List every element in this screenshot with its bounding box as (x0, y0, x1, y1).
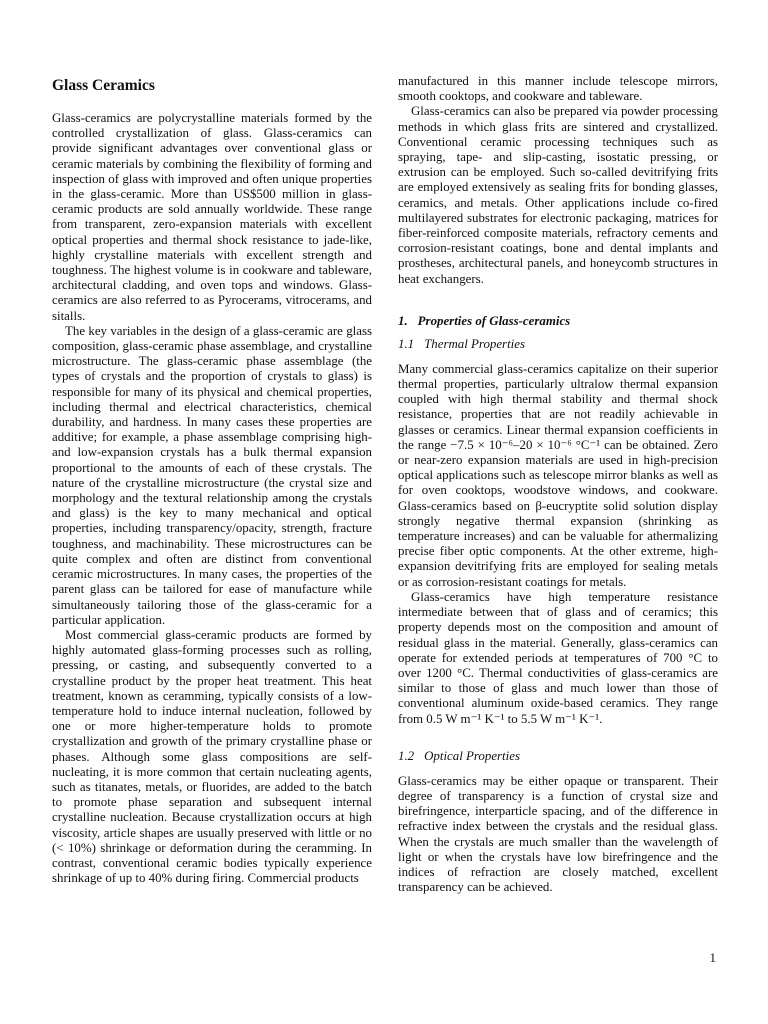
subsection-title: Thermal Properties (424, 336, 525, 351)
subsection-number: 1.2 (398, 748, 415, 763)
paragraph: Glass-ceramics have high temperature resistance intermediate between that of glass and of ceramics; this property depends most on the composition and amount of residual glass in the material. Generally, glass-ceramics can operate for extended periods at temperatures of 700 °C to over 1200 °C. Thermal conductivities of glass-ceramics are similar to those of glass and much lower than those of conventional aluminum oxide-based ceramics. They range from 0.5 W m⁻¹ K⁻¹ to 5.5 W m⁻¹ K⁻¹. (398, 589, 718, 726)
paragraph: Most commercial glass-ceramic products are formed by highly automated glass-forming processes such as rolling, pressing, or casting, and subsequently converted to a crystalline product by the proper heat treatment. This heat treatment, known as ceramming, typically consists of a low-temperature hold to induce internal nucleation, followed by one or more higher-temperature holds to promote crystallization and growth of the primary crystalline phase or phases. Although some glass compositions are self-nucleating, it is more common that certain nucleating agents, such as titanates, metals, or fluorides, are added to the batch to promote phase separation and subsequent internal crystalline nucleation. Because crystallization occurs at high viscosity, article shapes are usually preserved with little or no (< 10%) shrinkage or deformation during the ceramming. In contrast, conventional ceramic bodies typically experience shrinkage of up to 40% during firing. Commercial products (52, 627, 372, 886)
article-title: Glass Ceramics (52, 77, 155, 94)
paragraph: manufactured in this manner include telescope mirrors, smooth cooktops, and cookware and tableware. (398, 74, 718, 104)
subsection-heading (398, 336, 718, 352)
section-heading (398, 313, 718, 329)
subsection-title: Optical Properties (424, 748, 520, 763)
left-column (52, 74, 372, 886)
paragraph: Glass-ceramics can also be prepared via powder processing methods in which glass frits are sintered and crystallized. Conventional ceramic processing techniques such as spraying, tape- and slip-casting, isostatic pressing, or extrusion can be employed. Such so-called devitrifying frits are employed extensively as sealing frits for bonding glasses, ceramics, and metals. Other applications include co-fired multilayered substrates for electronic packaging, matrices for fiber-reinforced composite materials, refractory cements and corrosion-resistant coatings, bone and dental implants and prostheses, architectural panels, and honeycomb structures in heat exchangers. (398, 104, 718, 286)
subsection-heading (398, 748, 718, 764)
paragraph: Many commercial glass-ceramics capitalize on their superior thermal properties, particularly ultralow thermal expansion coupled with high thermal stability and thermal shock resistance, properties that are not readily achievable in glasses or ceramics. Linear thermal expansion coefficients in the range −7.5 × 10⁻⁶–20 × 10⁻⁶ °C⁻¹ can be obtained. Zero or near-zero expansion materials are used in high-precision optical applications such as telescope mirror blanks as well as for oven cooktops, woodstove windows, and cookware. Glass-ceramics based on β-eucryptite solid solution display strongly negative thermal expansion (shrinking as temperature increases) and can be valuable for athermalizing precise fiber optic components. At the other extreme, high-expansion devitrifying frits are employed for sealing metals or as corrosion-resistant coatings for metals. (398, 361, 718, 589)
subsection-number: 1.1 (398, 336, 415, 351)
page-number: 1 (709, 950, 716, 965)
paragraph: Glass-ceramics are polycrystalline materials formed by the controlled crystallization of glass. Glass-ceramics can provide significant advantages over conventional glass or ceramic materials by combining the flexibility of forming and inspection of glass with improved and often unique properties in the glass-ceramic. More than US$500 million in glass-ceramic products are sold annually worldwide. These range from transparent, zero-expansion materials with excellent optical properties and thermal shock resistance to jade-like, highly crystalline materials with excellent strength and toughness. The highest volume is in cookware and tableware, architectural cladding, and oven tops and windows. Glass-ceramics are also referred to as Pyrocerams, vitrocerams, and sitalls. (52, 111, 372, 323)
section-number: 1. (398, 313, 408, 328)
right-column (398, 74, 718, 895)
paragraph: Glass-ceramics may be either opaque or transparent. Their degree of transparency is a function of crystal size and birefringence, interparticle spacing, and of the difference in refractive index between the crystals and the residual glass. When the crystals are much smaller than the wavelength of light or when the crystals have low birefringence and the indices of refraction are closely matched, excellent transparency can be achieved. (398, 773, 718, 895)
section-title: Properties of Glass-ceramics (417, 313, 571, 328)
paragraph: The key variables in the design of a glass-ceramic are glass composition, glass-ceramic phase assemblage, and crystalline microstructure. The glass-ceramic phase assemblage (the types of crystals and the proportion of crystals to glass) is responsible for many of its physical and chemical properties, including thermal and electrical characteristics, chemical durability, and hardness. In many cases these properties are additive; for example, a phase assemblage comprising high- and low-expansion crystals has a bulk thermal expansion proportional to the amounts of each of these crystals. The nature of the crystalline microstructure (the crystal size and morphology and the textural relationship among the crystals and glass) is the key to many mechanical and optical properties, including transparency/opacity, strength, fracture toughness, and machinability. These microstructures can be quite complex and often are distinct from conventional ceramic microstructures. In many cases, the properties of the parent glass can be tailored for ease of manufacture while simultaneously tailoring those of the glass-ceramic for a particular application. (52, 323, 372, 627)
